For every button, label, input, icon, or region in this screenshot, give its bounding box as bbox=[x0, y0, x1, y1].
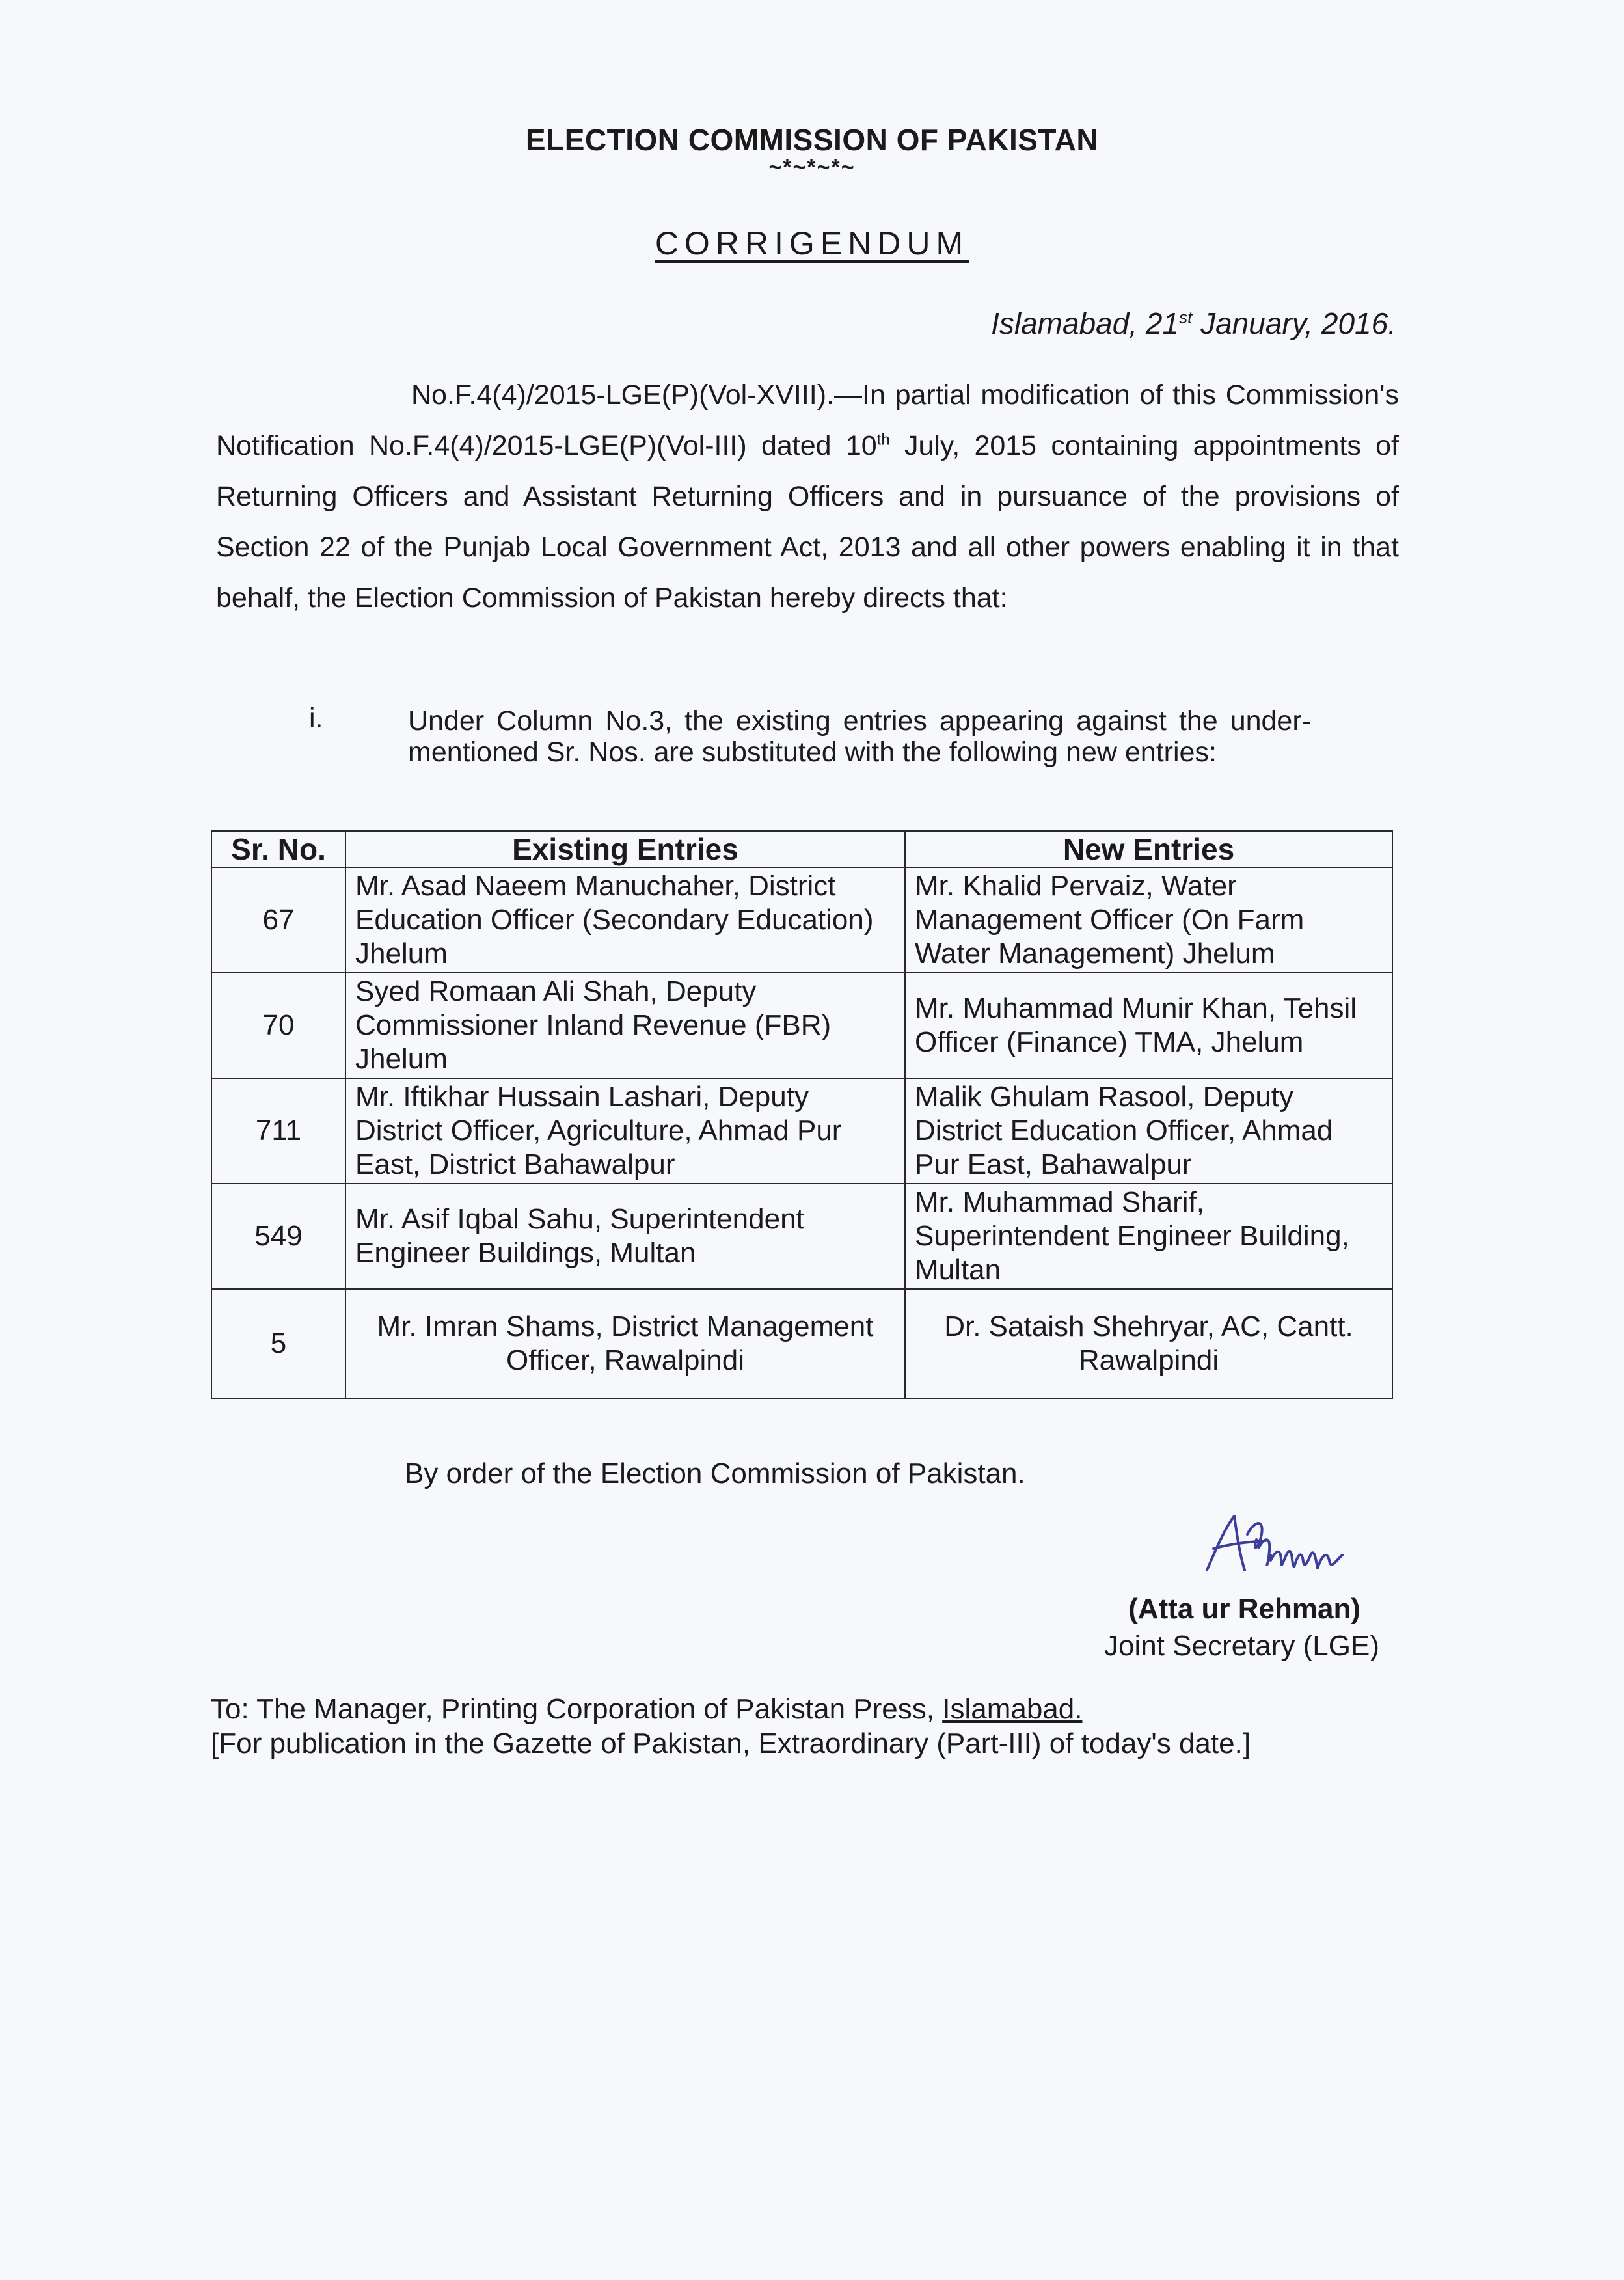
cell-new-entry: Mr. Muhammad Sharif, Superintendent Engineer Building, Multan bbox=[905, 1184, 1392, 1289]
header-existing-entries: Existing Entries bbox=[345, 831, 905, 867]
cell-existing-entry: Mr. Imran Shams, District Management Officer, Rawalpindi bbox=[345, 1289, 905, 1398]
dateline-day-suffix: st bbox=[1179, 307, 1193, 327]
header-sr-no: Sr. No. bbox=[211, 831, 345, 867]
dateline-place: Islamabad, bbox=[991, 306, 1138, 340]
cell-new-entry: Mr. Khalid Pervaiz, Water Management Officer (On Farm Water Management) Jhelum bbox=[905, 867, 1392, 973]
body-text-part2: July, 2015 containing appointments of Returning Officers and Assistant Returning Officers and in pursuance of the provisions of Section 22 of the Punjab Local Government Act, 2013 and all other powers enabling it in that behalf, the Election Commission of Pakistan hereby directs that: bbox=[216, 430, 1399, 614]
header-new-entries: New Entries bbox=[905, 831, 1392, 867]
cell-new-entry: Malik Ghulam Rasool, Deputy District Education Officer, Ahmad Pur East, Bahawalpur bbox=[905, 1078, 1392, 1184]
organization-title: ELECTION COMMISSION OF PAKISTAN bbox=[525, 123, 1099, 157]
table-header-row bbox=[211, 831, 1392, 867]
signatory-name: (Atta ur Rehman) bbox=[1128, 1593, 1360, 1625]
by-order-line: By order of the Election Commission of Pakistan. bbox=[405, 1458, 1025, 1489]
cell-new-entry: Mr. Muhammad Munir Khan, Tehsil Officer (Finance) TMA, Jhelum bbox=[905, 973, 1392, 1078]
cell-existing-entry: Mr. Asad Naeem Manuchaher, District Education Officer (Secondary Education) Jhelum bbox=[345, 867, 905, 973]
dateline-month-year: January, 2016. bbox=[1200, 306, 1396, 340]
document-type-heading: CORRIGENDUM bbox=[655, 225, 969, 262]
cell-sr-no: 67 bbox=[211, 867, 345, 973]
to-city: Islamabad. bbox=[942, 1693, 1083, 1725]
table-row bbox=[211, 1184, 1392, 1289]
table-row bbox=[211, 1078, 1392, 1184]
body-date-suffix: th bbox=[876, 431, 890, 449]
clause-text: Under Column No.3, the existing entries appearing against the under-mentioned Sr. Nos. are substituted with the following new entries: bbox=[408, 705, 1311, 768]
title-ornament: ~*~*~*~ bbox=[768, 155, 856, 180]
cell-existing-entry: Syed Romaan Ali Shah, Deputy Commissioner Inland Revenue (FBR) Jhelum bbox=[345, 973, 905, 1078]
clause-number: i. bbox=[309, 703, 323, 734]
cell-sr-no: 711 bbox=[211, 1078, 345, 1184]
table-row bbox=[211, 1289, 1392, 1398]
body-paragraph bbox=[216, 370, 1399, 623]
cell-existing-entry: Mr. Asif Iqbal Sahu, Superintendent Engineer Buildings, Multan bbox=[345, 1184, 905, 1289]
signatory-designation: Joint Secretary (LGE) bbox=[1103, 1630, 1379, 1662]
entries-table bbox=[211, 830, 1393, 1399]
distribution-to-line bbox=[211, 1693, 1082, 1726]
publication-note: [For publication in the Gazette of Pakistan, Extraordinary (Part-III) of today's date.] bbox=[211, 1728, 1251, 1759]
cell-sr-no: 5 bbox=[211, 1289, 345, 1398]
table-row bbox=[211, 973, 1392, 1078]
cell-sr-no: 549 bbox=[211, 1184, 345, 1289]
table-row bbox=[211, 867, 1392, 973]
cell-existing-entry: Mr. Iftikhar Hussain Lashari, Deputy District Officer, Agriculture, Ahmad Pur East, District Bahawalpur bbox=[345, 1078, 905, 1184]
cell-sr-no: 70 bbox=[211, 973, 345, 1078]
body-text-part1: No.F.4(4)/2015-LGE(P)(Vol-XVIII).—In partial modification of this Commission's Notification No.F.4(4)/2015-LGE(P)(Vol-III) dated 10 bbox=[216, 379, 1399, 461]
to-prefix: To: The Manager, Printing Corporation of Pakistan Press, bbox=[211, 1693, 943, 1725]
dateline bbox=[991, 306, 1396, 341]
cell-new-entry: Dr. Sataish Shehryar, AC, Cantt. Rawalpindi bbox=[905, 1289, 1392, 1398]
dateline-day: 21 bbox=[1145, 306, 1180, 340]
signature-image bbox=[1194, 1508, 1357, 1586]
